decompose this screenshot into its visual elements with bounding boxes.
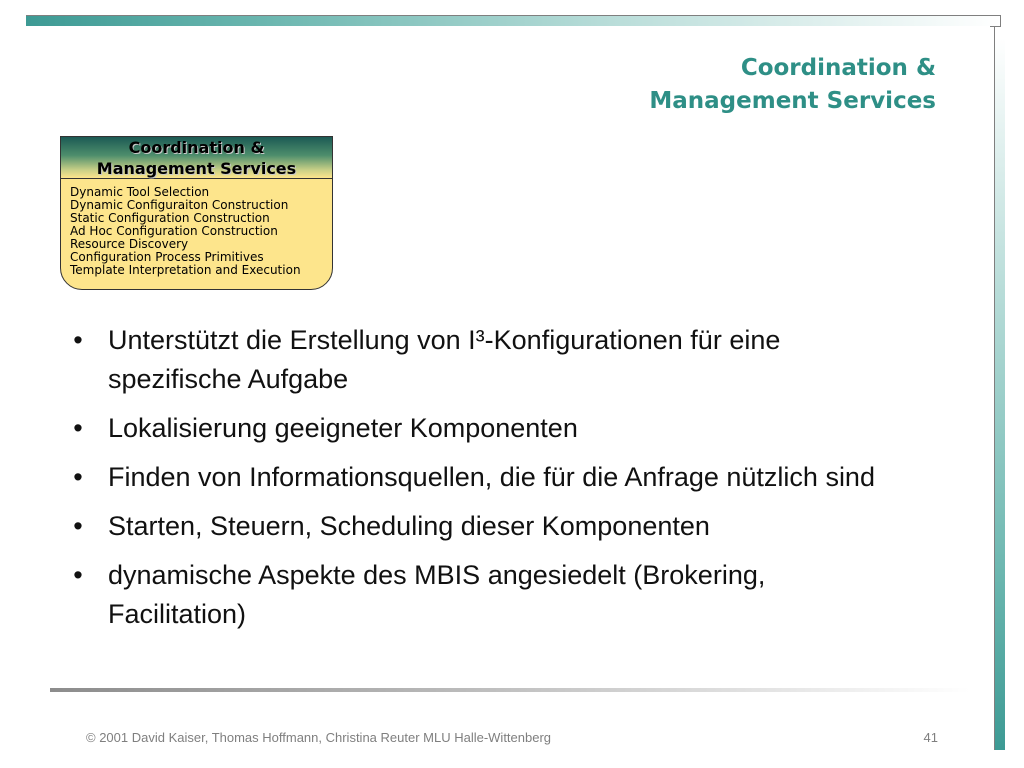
frame-inner-top-line [990,26,1000,27]
footer-copyright: © 2001 David Kaiser, Thomas Hoffmann, Christina Reuter MLU Halle-Wittenberg [86,730,552,745]
bullet-marker: • [73,511,83,541]
right-decorative-bar [994,38,1005,750]
component-header-line-1: Coordination & [128,138,265,157]
bullet-marker: • [73,325,83,355]
bullet-marker: • [73,413,83,443]
component-item: Static Configuration Construction [70,211,270,225]
component-item-list [61,179,332,277]
frame-right-line [1000,15,1001,27]
page-number: 41 [923,730,938,745]
bullet-text: dynamische Aspekte des MBIS angesiedelt (Brokering, Facilitation) [108,560,766,629]
bullet-item [68,321,908,399]
bullet-marker: • [73,560,83,590]
bullet-marker: • [73,462,83,492]
bullet-item [68,458,908,497]
component-header-line-2: Management Services [96,159,297,178]
bullet-item [68,556,908,634]
component-item: Ad Hoc Configuration Construction [70,224,278,238]
component-item: Resource Discovery [70,237,189,251]
frame-inner-left-line [994,26,995,750]
component-item: Configuration Process Primitives [70,250,264,264]
bullet-list [68,321,908,644]
bullet-text: Starten, Steuern, Scheduling dieser Komponenten [108,511,710,541]
component-item: Dynamic Configuraiton Construction [70,198,289,212]
component-item: Template Interpretation and Execution [70,263,301,277]
slide-title-line-2: Management Services [649,88,936,114]
component-item: Dynamic Tool Selection [70,185,210,199]
bullet-text: Lokalisierung geeigneter Komponenten [108,413,578,443]
slide-title-line-1: Coordination & [740,55,936,81]
bullet-text: Unterstützt die Erstellung von I³-Konfigurationen für eine spezifische Aufgabe [108,325,781,394]
footer-divider [50,688,970,692]
top-decorative-bar [26,15,1001,26]
component-box-header [61,137,332,179]
frame-top-line [26,15,1001,16]
slide-title [649,52,936,118]
bullet-text: Finden von Informationsquellen, die für die Anfrage nützlich sind [108,462,875,492]
component-box [60,136,333,290]
bullet-item [68,507,908,546]
bullet-item [68,409,908,448]
